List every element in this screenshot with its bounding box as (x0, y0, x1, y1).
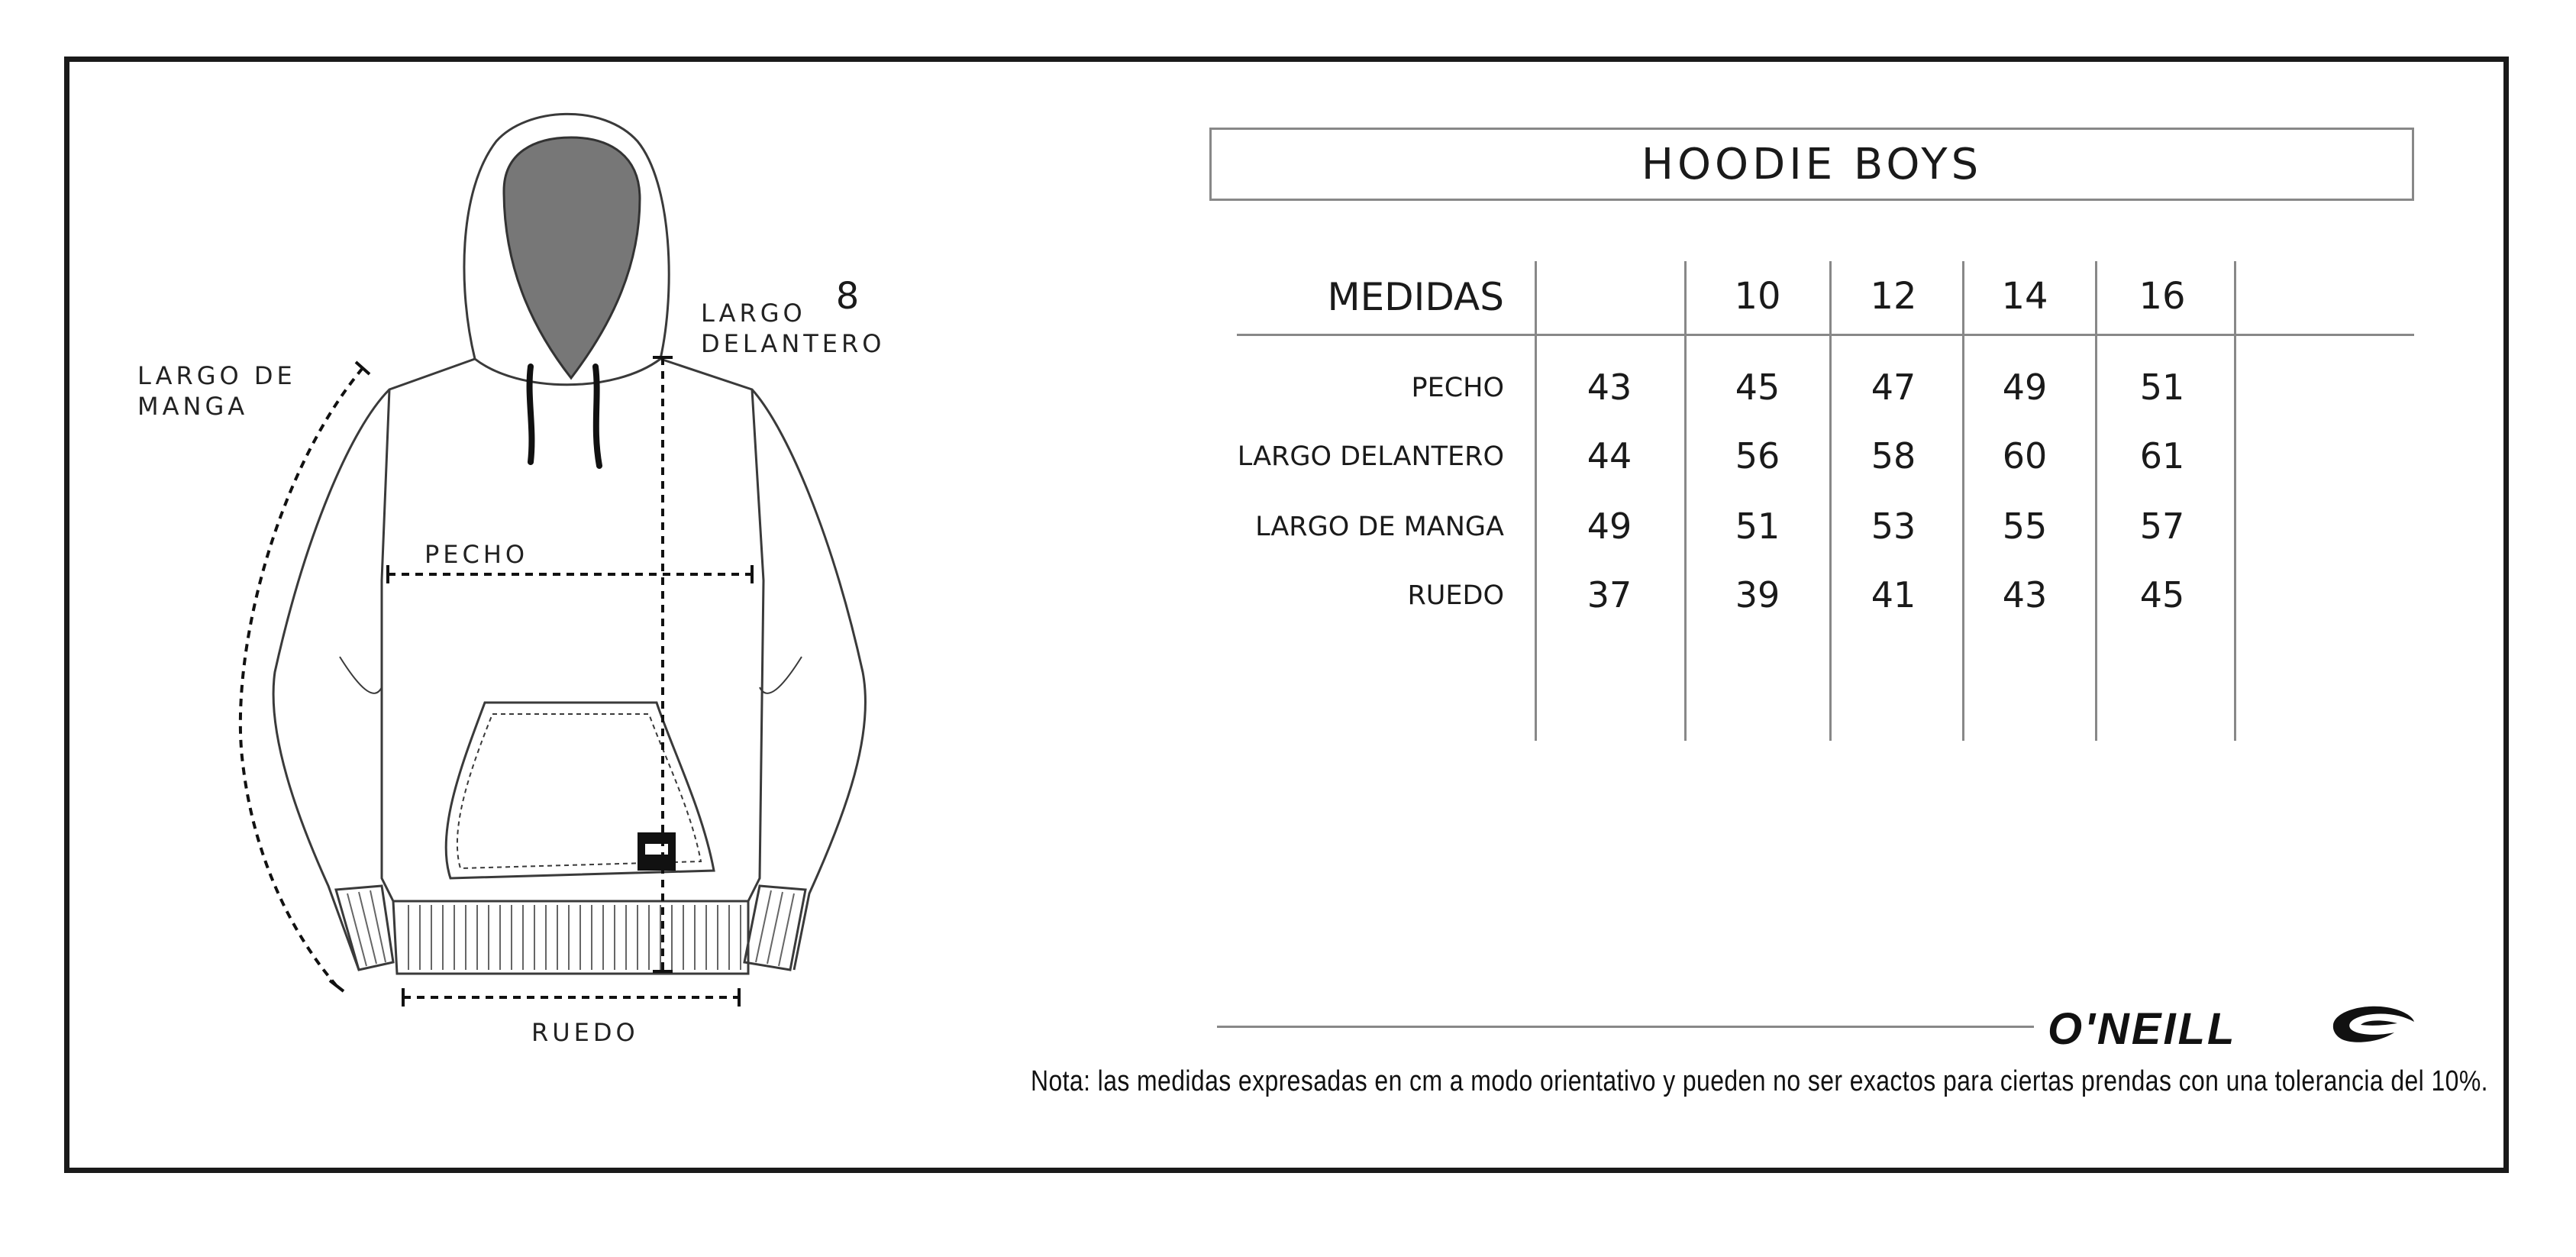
table-cell: 58 (1871, 435, 1916, 477)
brand-divider (1217, 1026, 2034, 1028)
label-pecho: PECHO (424, 540, 529, 569)
table-cell: 57 (2139, 506, 2185, 547)
column-divider (2234, 261, 2236, 741)
table-cell: 49 (1587, 506, 1632, 547)
table-cell: 39 (1735, 574, 1780, 616)
row-label: PECHO (1411, 373, 1504, 403)
table-cell: 53 (1871, 506, 1916, 547)
table-cell: 51 (2139, 367, 2185, 408)
table-cell: 49 (2002, 367, 2048, 408)
table-cell: 45 (1735, 367, 1780, 408)
label-largo-delantero: LARGO DELANTERO (701, 299, 886, 358)
page-title: HOODIE BOYS (1209, 128, 2414, 201)
header-size: 10 (1734, 275, 1781, 318)
table-cell: 56 (1735, 435, 1780, 477)
table-cell: 37 (1587, 574, 1632, 616)
header-size: 16 (2139, 275, 2186, 318)
table-cell: 43 (1587, 367, 1632, 408)
column-divider (1684, 261, 1687, 741)
label-ruedo: RUEDO (531, 1018, 639, 1047)
column-divider (2095, 261, 2097, 741)
table-cell: 43 (2002, 574, 2048, 616)
column-divider (1962, 261, 1964, 741)
wave-logo-icon (2327, 1002, 2419, 1048)
header-size: 12 (1870, 275, 1917, 318)
table-cell: 47 (1871, 367, 1916, 408)
table-cell: 44 (1587, 435, 1632, 477)
disclaimer-note: Nota: las medidas expresadas en cm a modo orientativo y pueden no ser exactos para ciertas prendas con una tolerancia del 10%. (1031, 1065, 2488, 1097)
table-cell: 61 (2139, 435, 2185, 477)
table-cell: 45 (2139, 574, 2185, 616)
table-cell: 51 (1735, 506, 1780, 547)
row-label: LARGO DE MANGA (1255, 512, 1504, 542)
table-cell: 55 (2002, 506, 2048, 547)
brand-logo-text: O'NEILL (2048, 1004, 2237, 1054)
label-largo-de-manga: LARGO DE MANGA (137, 361, 296, 421)
header-size: 14 (2001, 275, 2048, 318)
header-medidas: MEDIDAS (1327, 275, 1504, 319)
header-divider (1237, 334, 2414, 336)
header-size: 8 (835, 275, 860, 318)
row-label: LARGO DELANTERO (1237, 441, 1504, 472)
column-divider (1535, 261, 1537, 741)
table-cell: 60 (2002, 435, 2048, 477)
row-label: RUEDO (1407, 580, 1504, 611)
column-divider (1829, 261, 1832, 741)
table-cell: 41 (1871, 574, 1916, 616)
